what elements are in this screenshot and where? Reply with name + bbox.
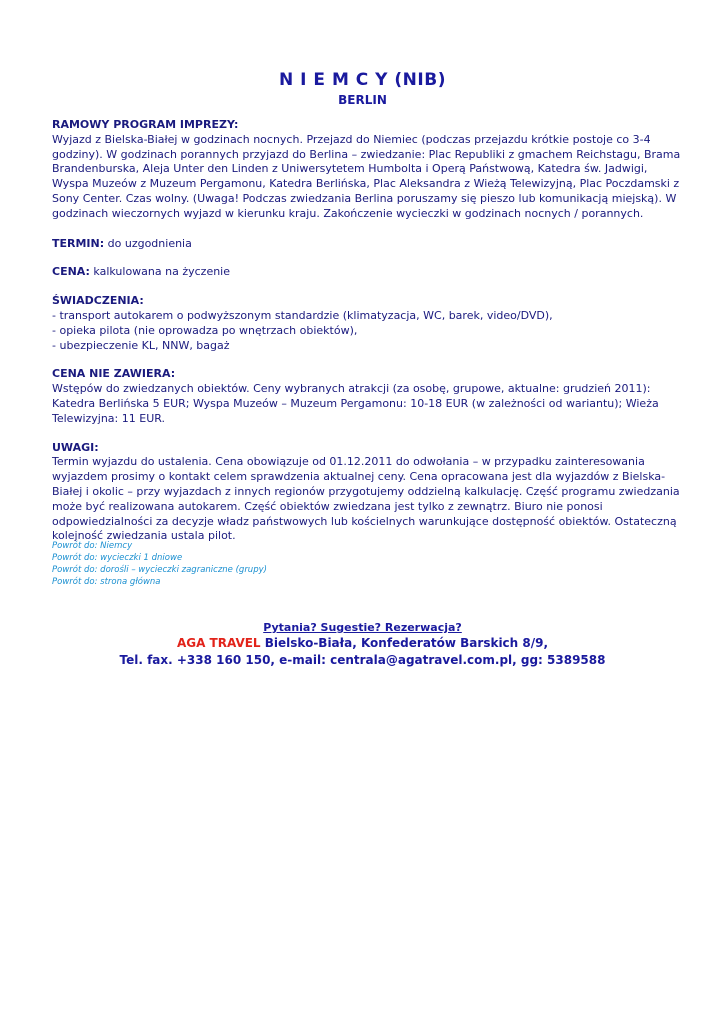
termin-label: TERMIN:	[52, 236, 105, 250]
brand-name: AGA TRAVEL	[176, 636, 261, 650]
page-title: N I E M C Y (NIB)	[279, 70, 446, 90]
program-heading: RAMOWY PROGRAM IMPREZY:	[52, 118, 239, 131]
termin-line	[52, 237, 682, 252]
link-back-wycieczki-1-dniowe[interactable]: Powrót do: wycieczki 1 dniowe	[52, 553, 183, 563]
cena-value: kalkulowana na życzenie	[89, 265, 231, 279]
cena-nie-zawiera-text: Wstępów do zwiedzanych obiektów. Ceny wybranych atrakcji (za osobę, grupowe, aktualne: grudzień 2011): Katedra Berlińska 5 EUR; Wyspa Muzeów – Muzeum Pergamonu: 10-18 EUR (w zależności od wariantu); Wieża Telewizyjna: 11 EUR.	[52, 382, 659, 425]
cena-line	[52, 265, 682, 280]
program-text: Wyjazd z Bielska-Białej w godzinach nocnych. Przejazd do Niemiec (podczas przejazdu krótkie postoje co 3-4 godziny). W godzinach porannych przyjazd do Berlina – zwiedzanie: Plac Republiki z gmachem Reichstagu, Brama Brandenburska, Aleja Unter den Linden z Uniwersytetem Humbolta i Operą Państwową, Katedra św. Jadwigi, Wyspa Muzeów z Muzeum Pergamonu, Katedra Berlińska, Plac Aleksandra z Wieżą Telewizyjną, Plac Poczdamski z Sony Center. Czas wolny. (Uwaga! Podczas zwiedzania Berlina poruszamy się pieszo lub komunikacją miejską). W godzinach wieczornych wyjazd w kierunku kraju. Zakończenie wycieczki w godzinach nocnych / porannych.	[52, 132, 681, 220]
termin-value: do uzgodnienia	[104, 236, 192, 250]
back-links	[52, 540, 267, 588]
link-back-niemcy[interactable]: Powrót do: Niemcy	[52, 541, 133, 551]
link-back-dorosli-zagraniczne[interactable]: Powrót do: dorośli – wycieczki zagraniczne (grupy)	[52, 565, 267, 575]
page-subtitle: BERLIN	[338, 93, 387, 107]
cena-nie-zawiera-heading: CENA NIE ZAWIERA:	[52, 367, 176, 381]
swiadczenia-item: - ubezpieczenie KL, NNW, bagaż	[52, 338, 230, 352]
swiadczenia-item: - opieka pilota (nie oprowadza po wnętrzach obiektów),	[52, 323, 358, 337]
contact-address: Bielsko-Biała, Konfederatów Barskich 8/9,	[260, 636, 549, 650]
document-body	[52, 118, 682, 544]
contact-block	[0, 620, 725, 669]
swiadczenia-heading: ŚWIADCZENIA:	[52, 294, 144, 308]
cena-label: CENA:	[52, 265, 90, 279]
uwagi-text: Termin wyjazdu do ustalenia. Cena obowiązuje od 01.12.2011 do odwołania – w przypadku zainteresowania wyjazdem prosimy o kontakt celem sprawdzenia aktualnej ceny. Cena opracowana jest dla wyjazdów z Bielska-Białej i okolic – przy wyjazdach z innych regionów przygotujemy oddzielną kalkulację. Część programu zwiedzania może być realizowana autokarem. Część obiektów zwiedzana jest tylko z zewnątrz. Biuro nie ponosi odpowiedzialności za decyzje władz państwowych lub kościelnych warunkujące dostępność obiektów. Ostateczną kolejność zwiedzania ustala pilot.	[52, 455, 680, 543]
contact-phone-email: Tel. fax. +338 160 150, e-mail: centrala@agatravel.com.pl, gg: 5389588	[119, 653, 606, 667]
swiadczenia-item: - transport autokarem o podwyższonym standardzie (klimatyzacja, WC, barek, video/DVD),	[52, 308, 553, 322]
contact-question[interactable]: Pytania? Sugestie? Rezerwacja?	[263, 621, 462, 634]
uwagi-heading: UWAGI:	[52, 440, 99, 454]
link-back-strona-glowna[interactable]: Powrót do: strona główna	[52, 577, 161, 587]
contact-address-line	[0, 635, 725, 652]
